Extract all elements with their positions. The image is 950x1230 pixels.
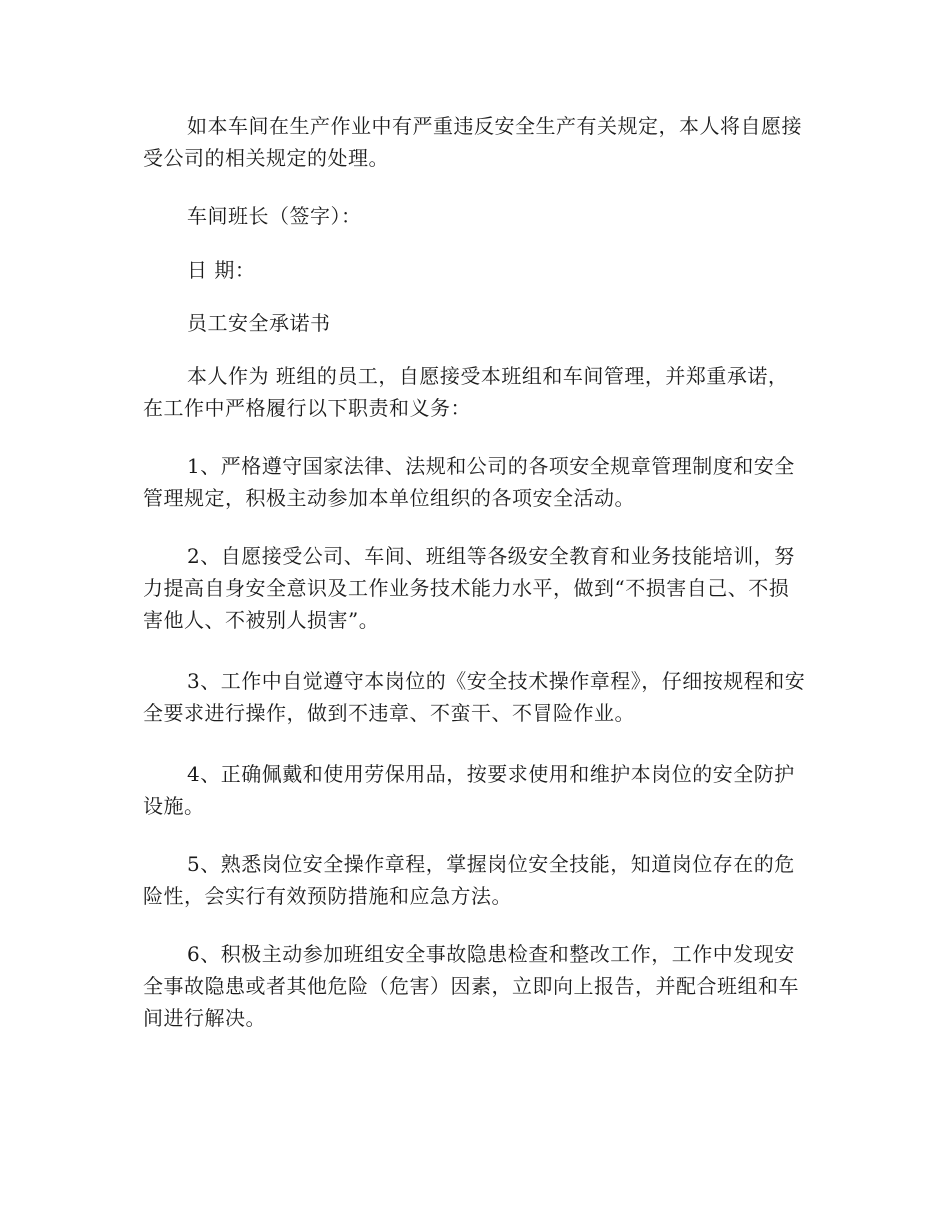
paragraph-item-2: 2、自愿接受公司、车间、班组等各级安全教育和业务技能培训，努力提高自身安全意识及工作业务技术能力水平，做到“不损害自己、不损害他人、不被别人损害”。 bbox=[143, 544, 795, 632]
paragraph-intro: 本人作为 班组的员工，自愿接受本班组和车间管理，并郑重承诺，在工作中严格履行以下职责和义务： bbox=[143, 364, 789, 420]
paragraph-item-4: 4、正确佩戴和使用劳保用品，按要求使用和维护本岗位的安全防护设施。 bbox=[143, 762, 795, 818]
paragraph-item-3: 3、工作中自觉遵守本岗位的《安全技术操作章程》，仔细按规程和安全要求进行操作，做到不违章、不蛮干、不冒险作业。 bbox=[143, 669, 806, 725]
paragraph-item-5: 5、熟悉岗位安全操作章程，掌握岗位安全技能，知道岗位存在的危险性，会实行有效预防措施和应急方法。 bbox=[143, 852, 795, 908]
paragraph-violation-clause: 如本车间在生产作业中有严重违反安全生产有关规定，本人将自愿接受公司的相关规定的处理。 bbox=[143, 114, 802, 170]
paragraph-item-6: 6、积极主动参加班组安全事故隐患检查和整改工作，工作中发现安全事故隐患或者其他危险（危害）因素，立即向上报告，并配合班组和车间进行解决。 bbox=[143, 942, 799, 1030]
paragraph-team-leader-signature: 车间班长（签字）： bbox=[187, 204, 362, 228]
document-title: 员工安全承诺书 bbox=[187, 311, 331, 335]
paragraph-date: 日 期： bbox=[187, 258, 256, 282]
paragraph-item-1: 1、严格遵守国家法律、法规和公司的各项安全规章管理制度和安全管理规定，积极主动参加本单位组织的各项安全活动。 bbox=[143, 454, 795, 510]
